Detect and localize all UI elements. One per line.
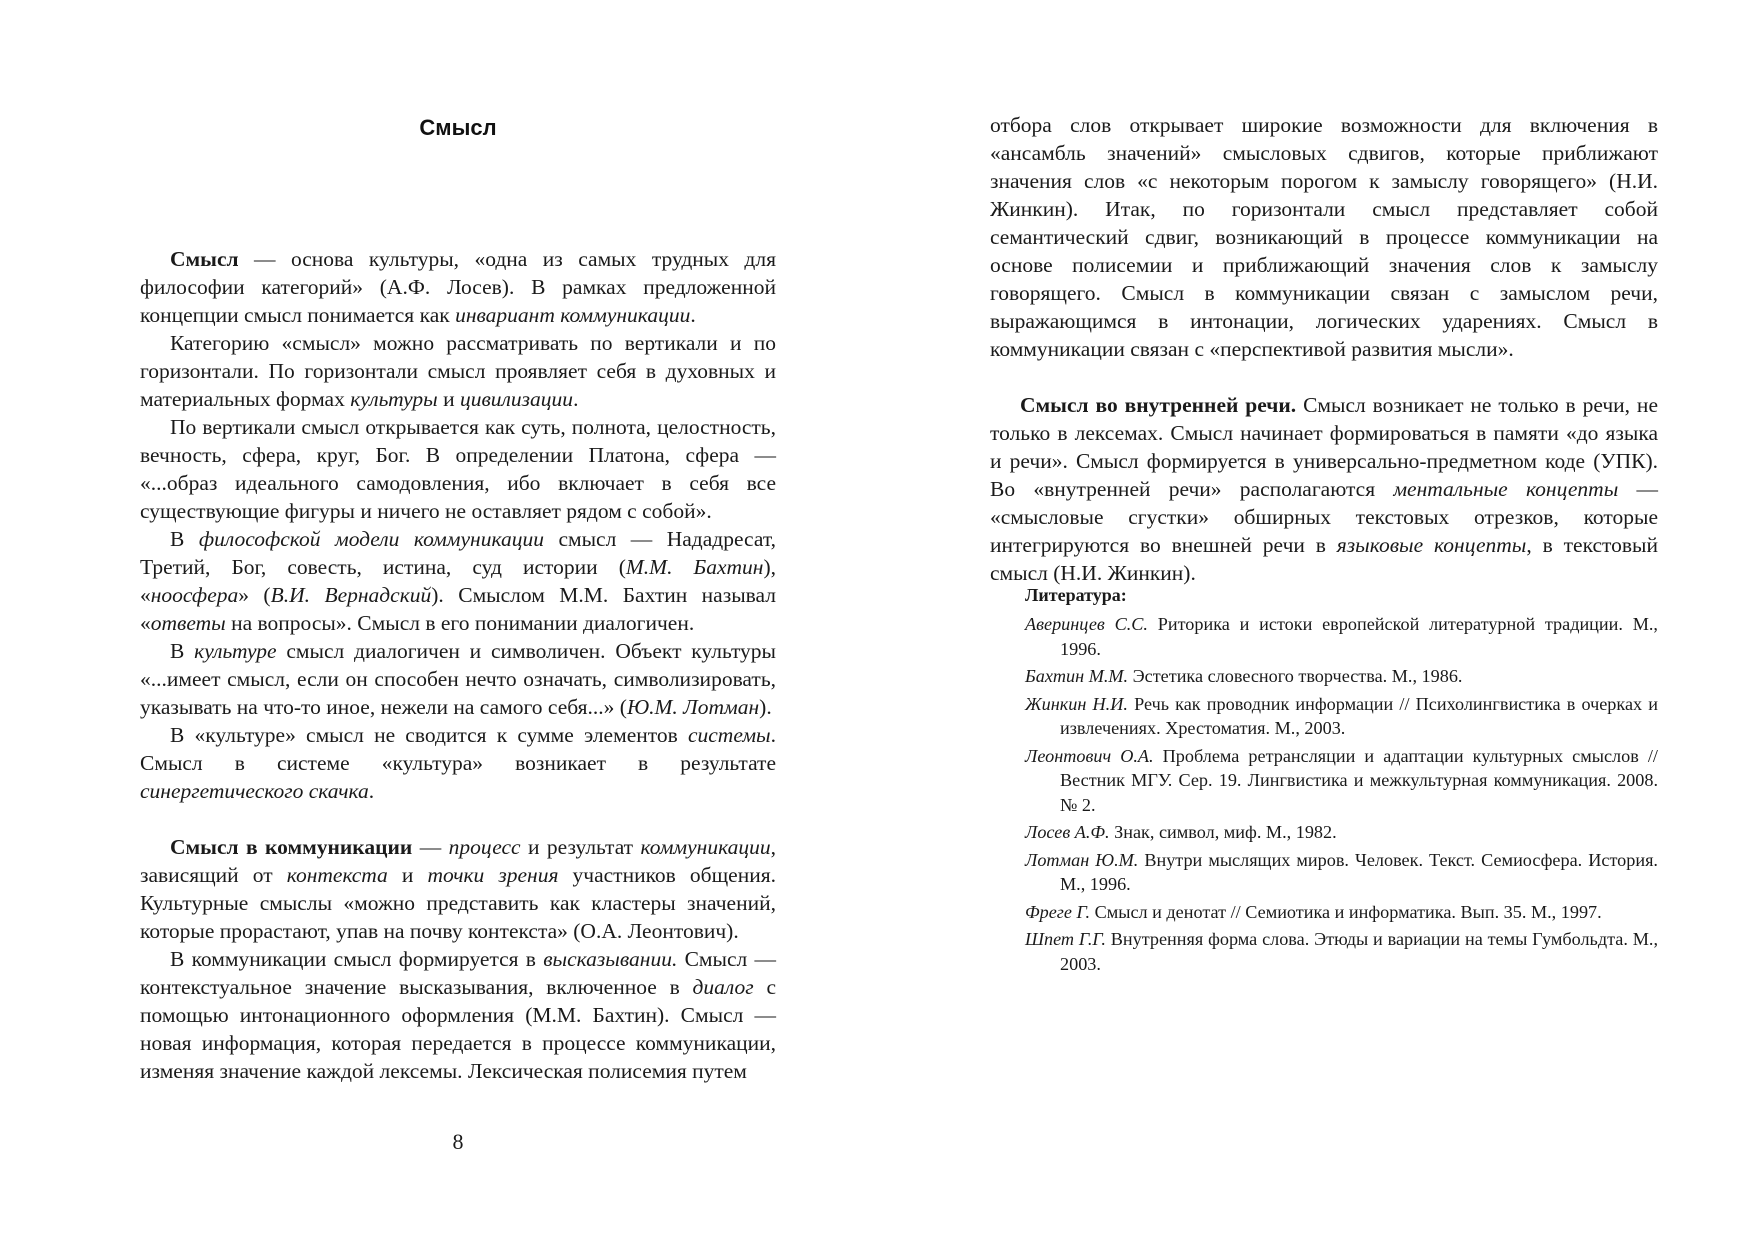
paragraph: отбора слов открывает широкие возможности для включения в «ансамбль значений» смысловых сдвигов, которые приближают значения слов «с некоторым порогом к замыслу говорящего» (Н.И. Жинкин). Итак, по горизонтали смысл представляет собой семантический сдвиг, возникающий в процессе коммуникации на основе полисемии и приближающий значения слов к замыслу говорящего. Смысл в коммуникации связан с замыслом речи, выражающимся в интонации, логических ударениях. Смысл в коммуникации связан с «перспективой развития мысли». (990, 113, 1658, 361)
paragraph: В философской модели коммуникации смысл — Нададресат, Третий, Бог, совесть, истина, суд истории (М.М. Бахтин), «ноосфера» (В.И. Вернадский). Смыслом М.М. Бахтин называл «ответы на вопросы». Смысл в его понимании диалогичен. (140, 527, 776, 635)
literature-item: Лотман Ю.М. Внутри мыслящих миров. Человек. Текст. Семиосфера. История. М., 1996. (1025, 849, 1658, 894)
page-number: 8 (452, 1129, 464, 1154)
right-column-text (990, 111, 1658, 587)
literature-item: Бахтин М.М. Эстетика словесного творчества. М., 1986. (1025, 666, 1463, 686)
literature-item: Лосев А.Ф. Знак, символ, миф. М., 1982. (1025, 822, 1337, 842)
literature-item: Жинкин Н.И. Речь как проводник информации // Психолингвистика в очерках и извлечениях. Хрестоматия. М., 2003. (1025, 693, 1659, 738)
paragraph: В коммуникации смысл формируется в высказывании. Смысл — контекстуальное значение высказывания, включенное в диалог с помощью интонационного оформления (М.М. Бахтин). Смысл — новая информация, которая передается в процессе коммуникации, изменяя значение каждой лексемы. Лексическая полисемия путем (140, 947, 777, 1083)
literature-item: Шпет Г.Г. Внутренняя форма слова. Этюды и вариации на темы Гумбольдта. М., 2003. (1025, 929, 1658, 974)
term: Смысл (170, 247, 239, 271)
paragraph: Смысл — основа культуры, «одна из самых трудных для философии категорий» (А.Ф. Лосев). В рамках предложенной концепции смысл понимается как инвариант коммуникации. (140, 247, 776, 327)
paragraph: По вертикали смысл открывается как суть, полнота, целостность, вечность, сфера, круг, Бог. В определении Платона, сфера — «...образ идеального самодовления, ибо включает в себя все существующие фигуры и ничего не оставляет рядом с собой». (140, 415, 776, 523)
paragraph: Категорию «смысл» можно рассматривать по вертикали и по горизонтали. По горизонтали смысл проявляет себя в духовных и материальных формах культуры и цивилизации. (140, 331, 776, 411)
paragraph: В культуре смысл диалогичен и символичен. Объект культуры «...имеет смысл, если он способен нечто означать, символизировать, указывать на что-то иное, нежели на самого себя...» (Ю.М. Лотман). (140, 639, 776, 719)
literature-item: Фреге Г. Смысл и денотат // Семиотика и информатика. Вып. 35. М., 1997. (1025, 901, 1602, 922)
literature-heading: Литература: (1025, 585, 1127, 605)
page-title: Смысл (419, 115, 497, 140)
term: Смысл в коммуникации (170, 835, 413, 859)
literature-item: Аверинцев С.С. Риторика и истоки европейской литературной традиции. М., 1996. (1025, 614, 1658, 659)
paragraph: Смысл во внутренней речи. Смысл возникает не только в речи, не только в лексемах. Смысл начинает формироваться в памяти «до языка и речи». Смысл формируется в универсально-предметном коде (УПК). Во «внутренней речи» располагаются ментальные концепты — «смысловые сгустки» обширных текстовых отрезков, которые интегрируются во внешней речи в языковые концепты, в текстовый смысл (Н.И. Жинкин). (990, 393, 1659, 585)
paragraph: Смысл в коммуникации — процесс и результат коммуникации, зависящий от контекста и точки зрения участников общения. Культурные смыслы «можно представить как кластеры значений, которые прорастают, упав на почву контекста» (О.А. Леонтович). (140, 835, 776, 943)
literature-item: Леонтович О.А. Проблема ретрансляции и адаптации культурных смыслов // Вестник МГУ. Сер. 19. Лингвистика и межкультурная коммуникация. 2008. № 2. (1025, 745, 1658, 815)
literature-list (1025, 612, 1658, 979)
paragraph: В «культуре» смысл не сводится к сумме элементов системы. Смысл в системе «культура» возникает в результате синергетического скачка. (140, 723, 776, 803)
term: Смысл во внутренней речи. (1020, 393, 1297, 417)
left-column-text (140, 245, 776, 1085)
